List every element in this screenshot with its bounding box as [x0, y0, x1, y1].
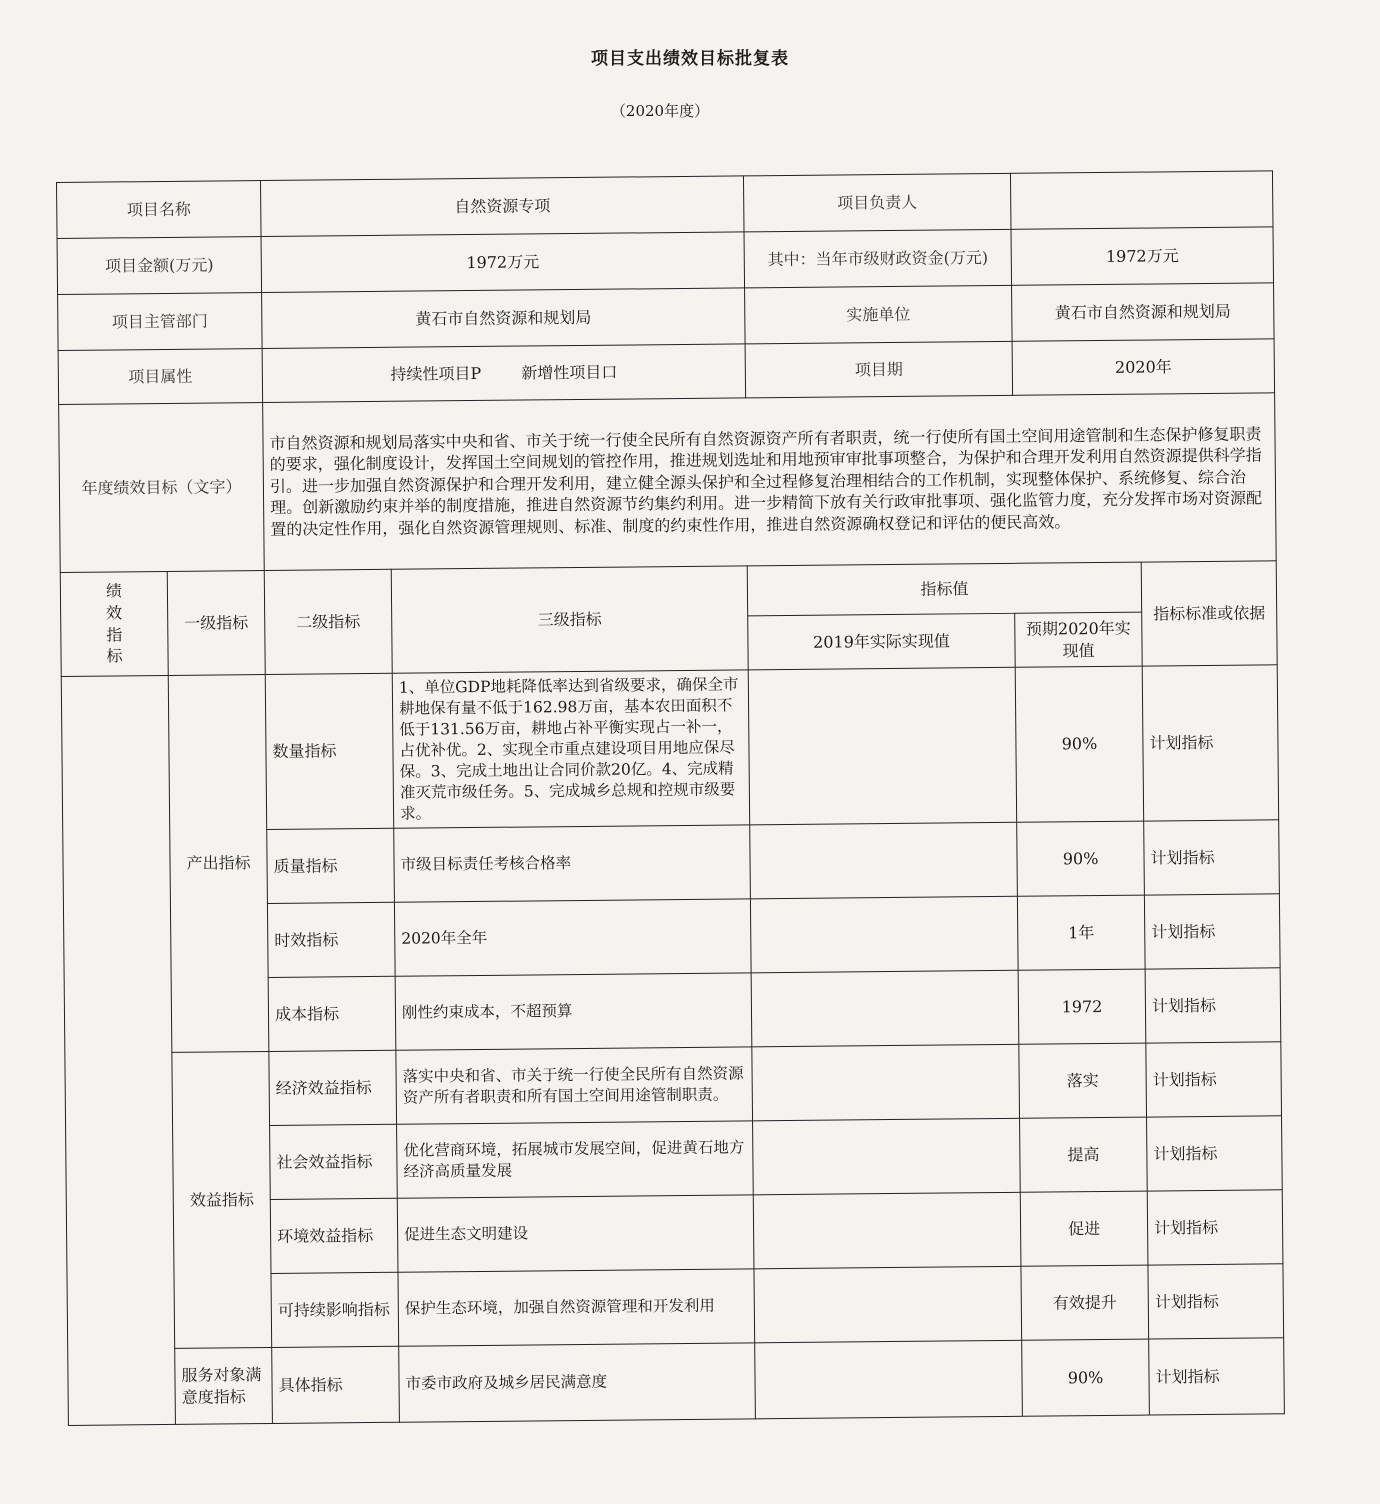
page-title: 项目支出绩效目标批复表 — [591, 49, 789, 69]
level2-cell: 环境效益指标 — [270, 1199, 398, 1274]
expected-2020-cell: 90% — [1022, 1340, 1150, 1417]
level2-cell: 时效指标 — [267, 903, 395, 978]
expected-2020-cell: 提高 — [1020, 1118, 1148, 1193]
basis-cell: 计划指标 — [1149, 1338, 1285, 1415]
level2-cell: 经济效益指标 — [269, 1051, 397, 1126]
table-row — [65, 1042, 1282, 1128]
level1-header: 一级指标 — [167, 571, 265, 676]
page-year: （2020年度） — [610, 102, 710, 120]
impl-label: 实施单位 — [745, 285, 1013, 344]
actual-2019-cell — [750, 823, 1018, 900]
level2-cell: 成本指标 — [268, 977, 396, 1052]
basis-cell: 计划指标 — [1147, 1116, 1283, 1191]
level2-cell: 具体指标 — [272, 1347, 400, 1424]
approval-table — [56, 170, 1285, 1426]
level3-cell: 促进生态文明建设 — [397, 1195, 754, 1272]
leader-value — [1010, 171, 1273, 230]
actual-2019-cell — [751, 971, 1019, 1048]
expected-2020-cell: 90% — [1017, 822, 1145, 897]
expected-2020-cell: 90% — [1015, 666, 1143, 823]
level3-cell: 优化营商环境，拓展城市发展空间，促进黄石地方经济高质量发展 — [397, 1121, 754, 1198]
city-fund-value: 1972万元 — [1011, 227, 1274, 286]
level3-cell: 保护生态环境，加强自然资源管理和开发利用 — [398, 1269, 755, 1346]
basis-cell: 计划指标 — [1147, 1190, 1283, 1265]
actual-2019-cell — [754, 1267, 1022, 1344]
attr-label: 项目属性 — [58, 349, 263, 405]
actual-2019-cell — [755, 1341, 1023, 1420]
level3-cell: 2020年全年 — [394, 899, 751, 976]
basis-cell: 计划指标 — [1148, 1264, 1284, 1339]
table-row — [68, 1338, 1285, 1426]
dept-label: 项目主管部门 — [58, 293, 263, 351]
actual-2019-cell — [748, 667, 1016, 825]
level2-cell: 可持续影响指标 — [271, 1273, 399, 1348]
actual-2019-header: 2019年实际实现值 — [748, 613, 1016, 670]
period-label: 项目期 — [745, 341, 1013, 398]
dept-value: 黄石市自然资源和规划局 — [262, 288, 746, 349]
expected-2020-cell: 落实 — [1019, 1044, 1147, 1119]
level3-cell: 市委市政府及城乡居民满意度 — [399, 1343, 756, 1422]
city-fund-label: 其中：当年市级财政资金(万元) — [744, 229, 1012, 288]
output-group: 产出指标 — [168, 675, 269, 1053]
actual-2019-cell — [753, 1119, 1021, 1196]
basis-cell: 计划指标 — [1144, 820, 1280, 895]
level2-header: 二级指标 — [264, 569, 392, 674]
basis-cell: 计划指标 — [1142, 665, 1278, 822]
project-name-value: 自然资源专项 — [261, 176, 745, 237]
value-header: 指标值 — [747, 562, 1141, 616]
expected-2020-header: 预期2020年实现值 — [1015, 612, 1143, 667]
benefit-group: 效益指标 — [172, 1052, 272, 1349]
expected-2020-cell: 1972 — [1018, 970, 1146, 1045]
basis-cell: 计划指标 — [1144, 894, 1280, 969]
leader-label: 项目负责人 — [744, 173, 1012, 232]
table-row — [61, 665, 1278, 832]
amount-value: 1972万元 — [261, 232, 745, 293]
level3-cell: 落实中央和省、市关于统一行使全民所有自然资源资产所有者职责和所有国土空间用途管制职责。 — [396, 1047, 753, 1124]
perf-blank-cell — [61, 675, 175, 1425]
goal-text: 市自然资源和规划局落实中央和省、市关于统一行使全民所有自然资源资产所有者职责，统一行使所有国土空间用途管制和生态保护修复职责的要求，强化制度设计，发挥国土空间规划的管控作用，推进规划选址和用地预审审批事项整合，为保护和合理开发利用自然资源提供科学指引。进一步加强自然资源保护和合理开发利用，建立健全源头保护和全过程修复治理相结合的工作机制，实现整体保护、系统修复、综合治理。创新激励约束并举的制度措施，推进自然资源节约集约利用。进一步精简下放有关行政审批事项、强化监管力度，充分发挥市场对资源配置的决定性作用，强化自然资源管理规则、标准、制度的约束性作用，推进自然资源确权登记和评估的便民高效。 — [263, 393, 1277, 571]
satisfaction-group: 服务对象满意度指标 — [175, 1348, 273, 1425]
expected-2020-cell: 1年 — [1017, 896, 1145, 971]
attr-new: 新增性项目口 — [521, 362, 618, 383]
goal-label: 年度绩效目标（文字） — [59, 403, 265, 573]
project-name-label: 项目名称 — [57, 181, 262, 239]
amount-label: 项目金额(万元) — [57, 237, 262, 295]
expected-2020-cell: 有效提升 — [1021, 1266, 1149, 1341]
actual-2019-cell — [750, 897, 1018, 974]
level3-cell: 1、单位GDP地耗降低率达到省级要求，确保全市耕地保有量不低于162.98万亩，基本农田面积不低于131.56万亩，耕地占补平衡实现占一补一，占优补优。2、实现全市重点建设项目用地应保尽保。3、完成土地出让合同价款20亿。4、完成精准灭荒市级任务。5、完成城乡总规和控规市级要求。 — [392, 670, 749, 829]
level2-cell: 质量指标 — [267, 829, 395, 904]
actual-2019-cell — [753, 1193, 1021, 1270]
attr-continuing: 持续性项目P — [390, 363, 482, 384]
level3-cell: 市级目标责任考核合格率 — [394, 825, 751, 902]
period-value: 2020年 — [1012, 339, 1275, 396]
basis-cell: 计划指标 — [1145, 968, 1281, 1043]
actual-2019-cell — [752, 1045, 1020, 1122]
level2-cell: 社会效益指标 — [270, 1125, 398, 1200]
level3-header: 三级指标 — [391, 566, 748, 673]
level3-cell: 刚性约束成本，不超预算 — [395, 973, 752, 1050]
attr-value — [262, 344, 746, 403]
goal-row — [59, 393, 1277, 573]
basis-cell: 计划指标 — [1146, 1042, 1282, 1117]
perf-header: 绩 效 指 标 — [60, 571, 168, 676]
basis-header: 指标标准或依据 — [1141, 561, 1277, 666]
impl-value: 黄石市自然资源和规划局 — [1012, 283, 1275, 342]
expected-2020-cell: 促进 — [1020, 1192, 1148, 1267]
level2-cell: 数量指标 — [265, 673, 393, 830]
